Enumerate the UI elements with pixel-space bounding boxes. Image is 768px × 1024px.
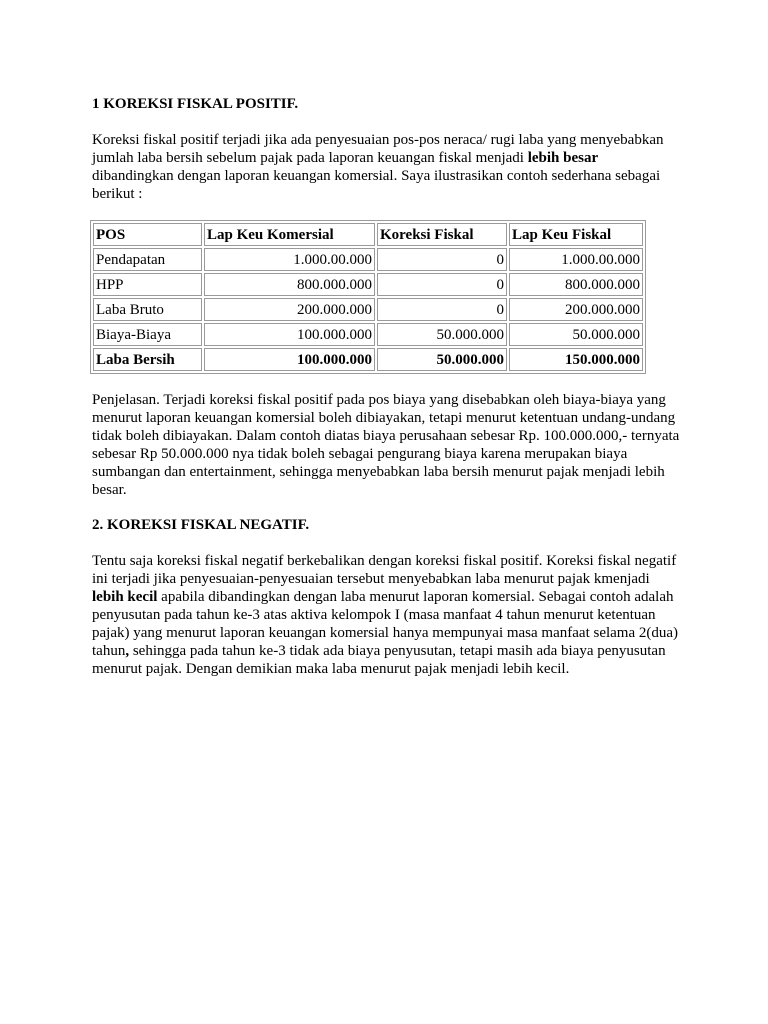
section2-heading: 2. KOREKSI FISKAL NEGATIF. — [92, 517, 310, 533]
cell-fiskal: 150.000.000 — [509, 348, 643, 371]
header-pos: POS — [93, 223, 202, 246]
cell-fiskal: 200.000.000 — [509, 298, 643, 321]
cell-koreksi: 0 — [377, 298, 507, 321]
cell-fiskal: 50.000.000 — [509, 323, 643, 346]
cell-koreksi: 50.000.000 — [377, 348, 507, 371]
header-koreksi-fiskal: Koreksi Fiskal — [377, 223, 507, 246]
cell-komersial: 800.000.000 — [204, 273, 375, 296]
cell-komersial: 200.000.000 — [204, 298, 375, 321]
intro-text-1: Koreksi fiskal positif terjadi jika ada penyesuaian pos-pos neraca/ rugi laba yang menyebabkan jumlah laba bersih sebelum pajak pada laporan keuangan fiskal menjadi — [92, 132, 664, 166]
body-emphasis: lebih kecil — [92, 589, 158, 605]
body-text-1: Tentu saja koreksi fiskal negatif berkebalikan dengan koreksi fiskal positif. Koreksi fiskal negatif ini terjadi jika penyesuaian-penyesuaian tersebut menyebabkan laba menurut pajak kmenjadi — [92, 553, 677, 587]
table-row — [93, 323, 643, 346]
body-text-2: apabila dibandingkan dengan laba menurut laporan komersial. Sebagai contoh adalah penyusutan pada tahun ke-3 atas aktiva kelompok I (masa manfaat 4 tahun menurut ketentuan pajak) yang menurut laporan keuangan komersial hanya mempunyai masa manfaat selama 2(dua) tahun — [92, 589, 679, 659]
body-text-3: sehingga pada tahun ke-3 tidak ada biaya penyusutan, tetapi masih ada biaya penyusutan menurut pajak. Dengan demikian maka laba menurut pajak menjadi lebih kecil. — [92, 643, 666, 677]
cell-komersial: 1.000.00.000 — [204, 248, 375, 271]
section1-intro — [92, 131, 682, 203]
section2-body — [92, 552, 682, 678]
cell-koreksi: 50.000.000 — [377, 323, 507, 346]
cell-pos: Pendapatan — [93, 248, 202, 271]
section1-explanation: Penjelasan. Terjadi koreksi fiskal positif pada pos biaya yang disebabkan oleh biaya-biaya yang menurut laporan keuangan komersial boleh dibiayakan, tetapi menurut ketentuan undang-undang tidak boleh dibiayakan. Dalam contoh diatas biaya perusahaan sebesar Rp. 100.000.000,- ternyata sebesar Rp 50.000.000 nya tidak boleh sebagai pengurang biaya karena merupakan biaya sumbangan dan entertainment, sehingga menyebabkan laba bersih menurut pajak menjadi lebih besar. — [92, 392, 680, 498]
cell-pos: Laba Bersih — [93, 348, 202, 371]
cell-komersial: 100.000.000 — [204, 348, 375, 371]
cell-pos: Biaya-Biaya — [93, 323, 202, 346]
cell-koreksi: 0 — [377, 248, 507, 271]
table-row — [93, 273, 643, 296]
cell-pos: Laba Bruto — [93, 298, 202, 321]
cell-fiskal: 1.000.00.000 — [509, 248, 643, 271]
body-emphasis-comma: , — [125, 643, 130, 659]
table-total-row — [93, 348, 643, 371]
intro-emphasis: lebih besar — [527, 150, 599, 166]
table-row — [93, 298, 643, 321]
cell-komersial: 100.000.000 — [204, 323, 375, 346]
table-row — [93, 248, 643, 271]
header-lap-keu-komersial: Lap Keu Komersial — [204, 223, 375, 246]
section1-heading: 1 KOREKSI FISKAL POSITIF. — [92, 96, 299, 112]
fiscal-correction-table — [90, 220, 646, 374]
header-lap-keu-fiskal: Lap Keu Fiskal — [509, 223, 643, 246]
intro-text-2: dibandingkan dengan laporan keuangan komersial. Saya ilustrasikan contoh sederhana sebagai berikut : — [92, 168, 661, 202]
cell-fiskal: 800.000.000 — [509, 273, 643, 296]
cell-pos: HPP — [93, 273, 202, 296]
document-page — [92, 95, 682, 678]
table-header-row — [93, 223, 643, 246]
cell-koreksi: 0 — [377, 273, 507, 296]
